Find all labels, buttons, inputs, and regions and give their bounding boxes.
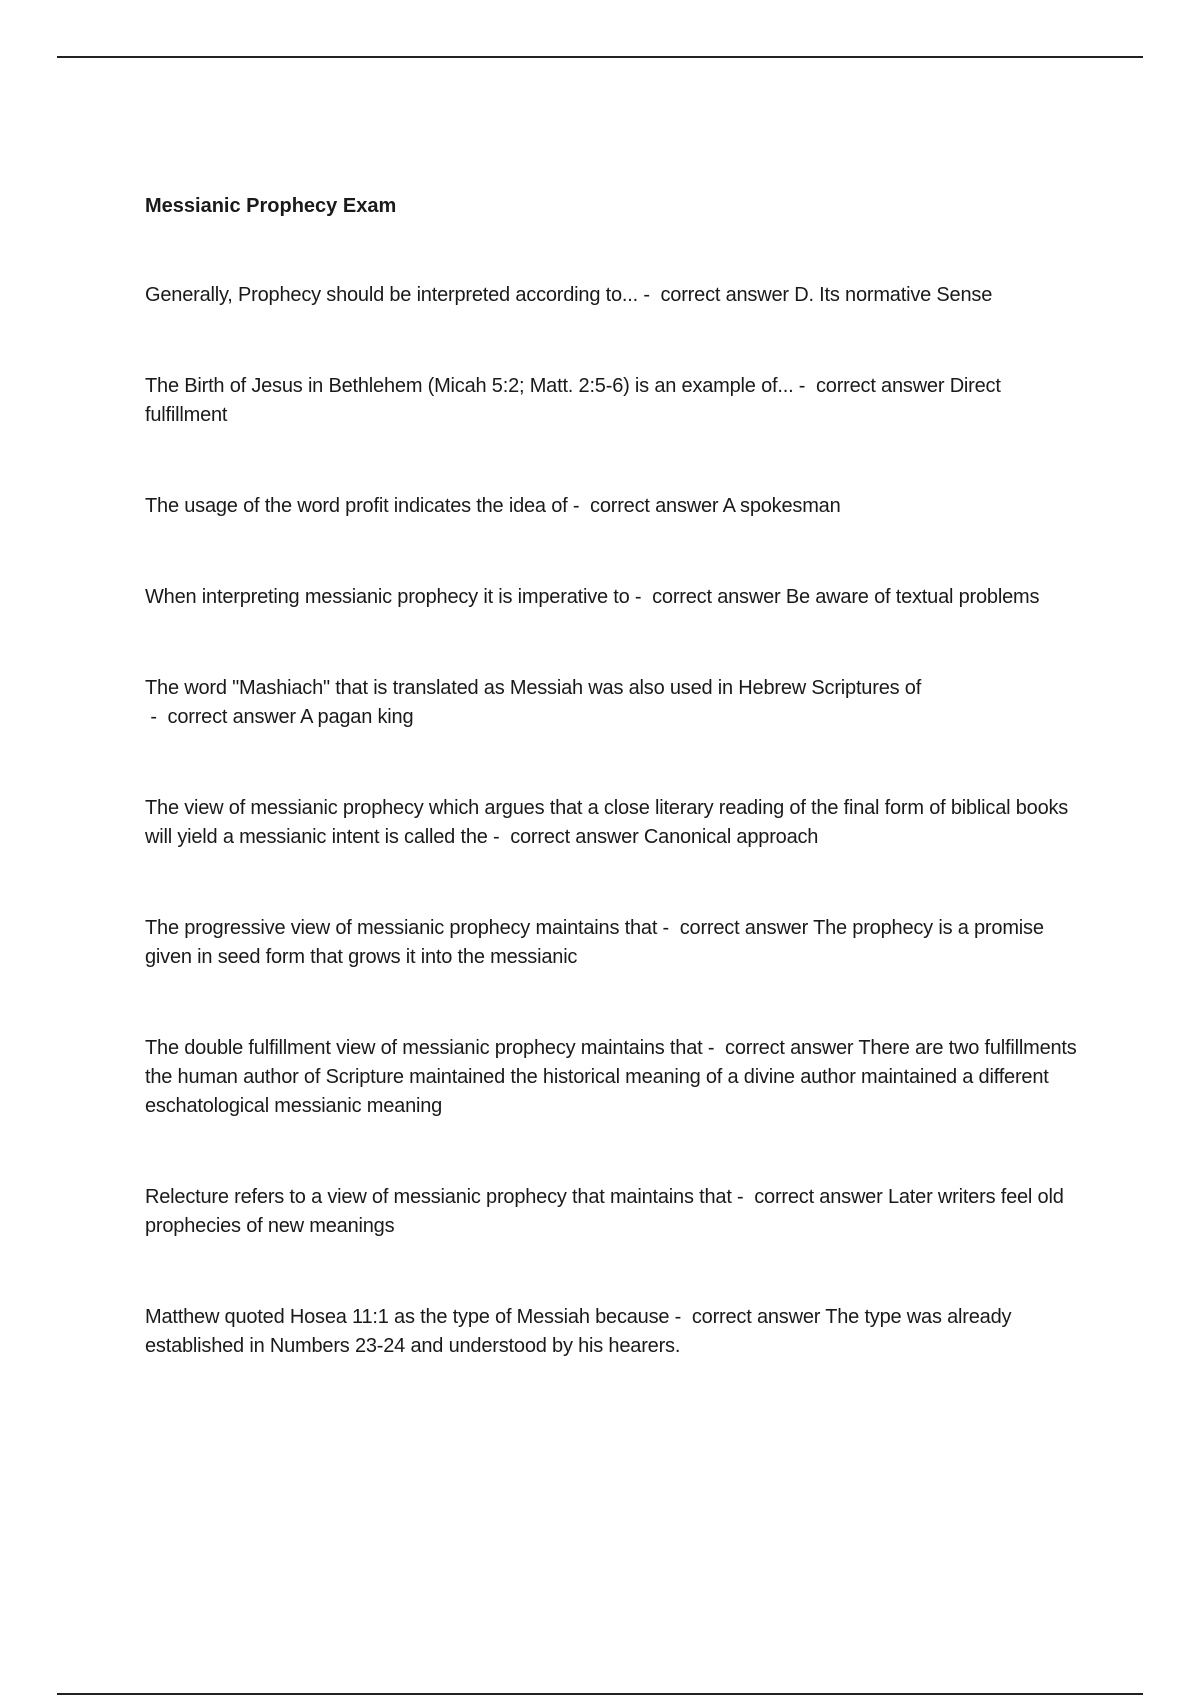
answer-text: The type was already established in Numbers 23-24 and understood by his hearers.: [145, 1306, 1012, 1357]
answer-separator: - correct answer: [793, 375, 950, 397]
answer-separator: - correct answer: [487, 826, 644, 848]
answer-text: There are two fulfillments the human author of Scripture maintained the historical meaning of a divine author maintained a different eschatological messianic meaning: [145, 1037, 1077, 1117]
answer-separator: - correct answer: [637, 284, 795, 306]
answer-text: Later writers feel old prophecies of new meanings: [145, 1186, 1064, 1237]
question-text: When interpreting messianic prophecy it is imperative to: [145, 586, 630, 608]
header-rule: [57, 56, 1143, 58]
answer-separator: - correct answer: [702, 1037, 859, 1059]
question-text: The word "Mashiach" that is translated as Messiah was also used in Hebrew Scriptures of: [145, 677, 922, 699]
document-body: [145, 192, 1085, 1423]
qa-item: [145, 674, 1085, 732]
answer-text: D. Its normative Sense: [794, 284, 993, 306]
qa-item: [145, 1303, 1085, 1361]
question-text: The view of messianic prophecy which argues that a close literary reading of the final form of biblical books will yield a messianic intent is called the: [145, 797, 1069, 848]
qa-item: [145, 914, 1085, 972]
qa-item: [145, 492, 1085, 521]
answer-separator: - correct answer: [669, 1306, 826, 1328]
answer-text: Canonical approach: [643, 826, 819, 848]
answer-separator: - correct answer: [629, 586, 786, 608]
answer-separator: - correct answer: [145, 706, 301, 728]
footer-rule: [57, 1693, 1143, 1695]
answer-text: Direct fulfillment: [145, 375, 1001, 426]
answer-text: A spokesman: [722, 495, 841, 517]
question-text: The progressive view of messianic prophecy maintains that: [145, 917, 658, 939]
answer-separator: - correct answer: [567, 495, 723, 517]
question-text: The Birth of Jesus in Bethlehem (Micah 5:2; Matt. 2:5-6) is an example of...: [145, 375, 794, 397]
question-text: The double fulfillment view of messianic prophecy maintains that: [145, 1037, 703, 1059]
qa-item: [145, 281, 1085, 310]
answer-text: A pagan king: [300, 706, 414, 728]
answer-separator: - correct answer: [731, 1186, 888, 1208]
qa-item: [145, 1183, 1085, 1241]
question-text: Matthew quoted Hosea 11:1 as the type of Messiah because: [145, 1306, 670, 1328]
qa-item: [145, 583, 1085, 612]
qa-item: [145, 372, 1085, 430]
answer-separator: - correct answer: [657, 917, 814, 939]
answer-text: Be aware of textual problems: [785, 586, 1040, 608]
qa-item: [145, 794, 1085, 852]
answer-text: The prophecy is a promise given in seed form that grows it into the messianic: [145, 917, 1044, 968]
question-text: Relecture refers to a view of messianic prophecy that maintains that: [145, 1186, 732, 1208]
question-text: The usage of the word profit indicates the idea of: [145, 495, 568, 517]
document-title: Messianic Prophecy Exam: [145, 195, 397, 217]
qa-item: [145, 1034, 1085, 1121]
question-text: Generally, Prophecy should be interpreted according to...: [145, 284, 638, 306]
